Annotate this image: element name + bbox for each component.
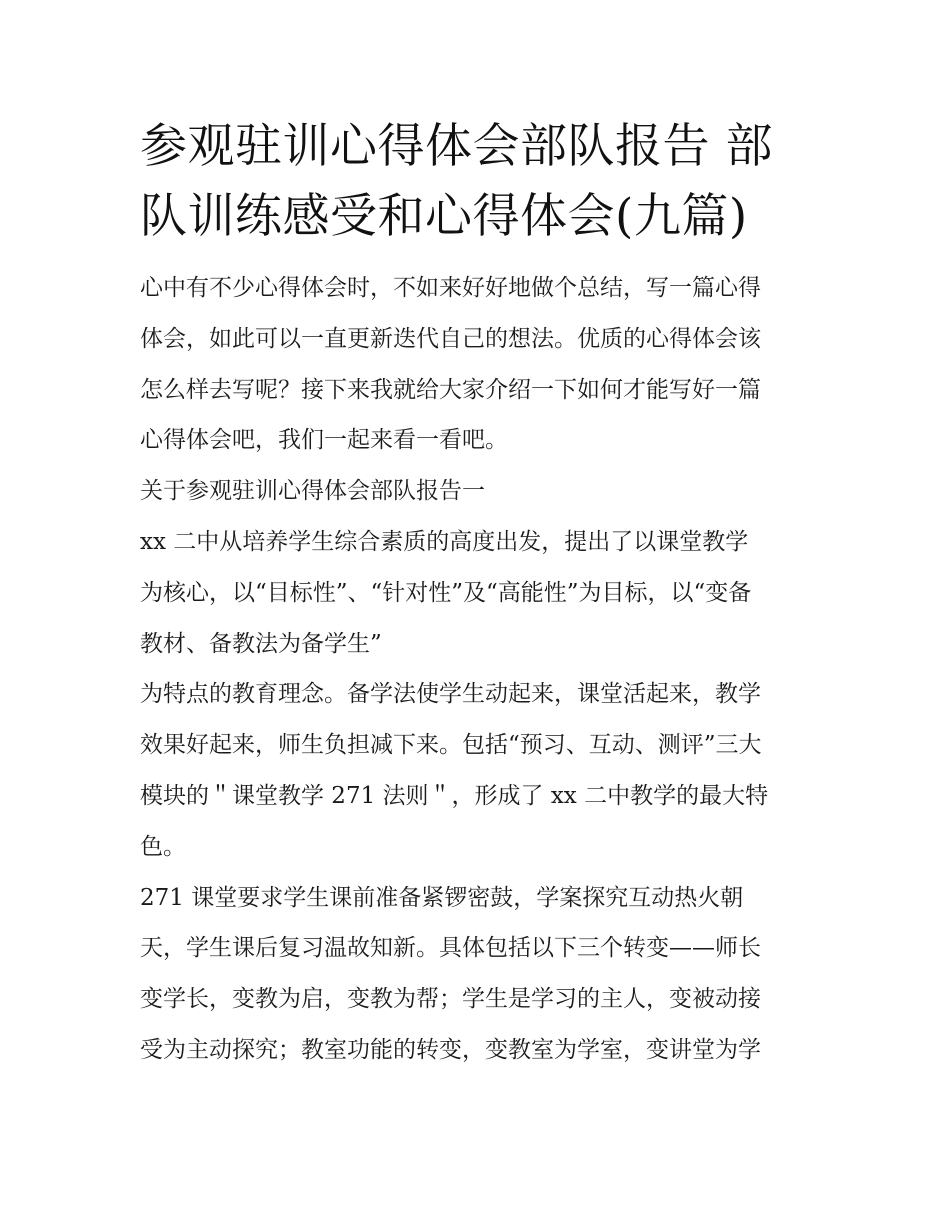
body-line: 为特点的教育理念。备学法使学生动起来，课堂活起来，教学 (140, 681, 761, 708)
document-content (140, 112, 812, 1076)
document-body (140, 263, 812, 1076)
body-line: xx 二中从培养学生综合素质的高度出发，提出了以课堂教学 (140, 528, 749, 555)
body-line: 效果好起来，师生负担减下来。包括“预习、互动、测评”三大 (140, 732, 762, 759)
body-line: 为核心，以“目标性”、“针对性”及“高能性”为目标，以“变备 (140, 579, 752, 606)
title-line-2: 队训练感受和心得体会(九篇) (140, 189, 748, 244)
body-line: 模块的＂课堂教学 271 法则＂，形成了 xx 二中教学的最大特 (140, 782, 769, 809)
body-line: 天，学生课后复习温故知新。具体包括以下三个转变——师长 (140, 935, 761, 962)
body-line: 变学长，变教为启，变教为帮；学生是学习的主人，变被动接 (140, 986, 761, 1013)
body-line: 受为主动探究；教室功能的转变，变教室为学室，变讲堂为学 (140, 1036, 761, 1063)
body-line: 体会，如此可以一直更新迭代自己的想法。优质的心得体会该 (140, 325, 761, 352)
document-title (140, 112, 812, 252)
body-line: 心得体会吧，我们一起来看一看吧。 (140, 427, 508, 454)
title-line-1: 参观驻训心得体会部队报告 部 (140, 119, 773, 174)
body-line: 心中有不少心得体会时，不如来好好地做个总结，写一篇心得 (140, 275, 761, 301)
body-line: 271 课堂要求学生课前准备紧锣密鼓，学案探究互动热火朝 (140, 884, 744, 911)
body-line: 教材、备教法为备学生” (140, 630, 382, 657)
body-line: 色。 (140, 833, 186, 860)
body-line: 怎么样去写呢？接下来我就给大家介绍一下如何才能写好一篇 (140, 376, 761, 403)
section-heading: 关于参观驻训心得体会部队报告一 (140, 478, 485, 505)
